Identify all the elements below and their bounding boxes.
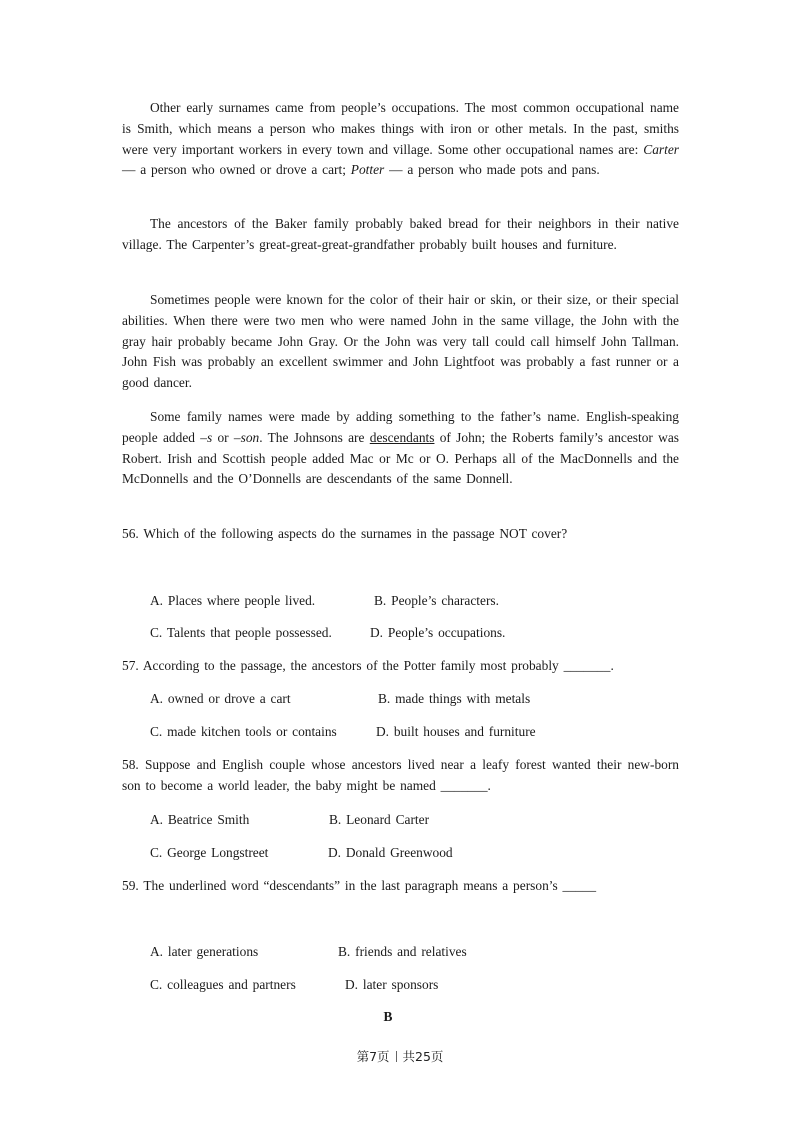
q58-option-a[interactable]: A. Beatrice Smith: [150, 812, 250, 827]
potter-term: Potter: [350, 162, 385, 178]
paragraph-fathers-name: Some family names were made by adding something to the father’s name. English-speaking people added –s or –son. The Johnsons are descendants of John; the Roberts family’s ancestor was Robert. Irish and Scottish people added Mac or Mc or O. Perhaps all of the MacDonnells and the McDonnells and the O’Donnells are descendants of the same Donnell.: [122, 409, 679, 487]
suffix-s: –s: [200, 429, 213, 445]
q58-option-b[interactable]: B. Leonard Carter: [329, 812, 430, 827]
q57-option-a[interactable]: A. owned or drove a cart: [150, 691, 291, 706]
carter-term: Carter: [643, 141, 679, 157]
page-total: 共25页: [402, 1049, 444, 1064]
q57-option-d[interactable]: D. built houses and furniture: [376, 724, 536, 739]
paragraph-occupations: Other early surnames came from people’s occupations. The most common occupational name is Smith, which means a person who makes things with iron or other metals. In the past, smiths were very important workers in every town and village. Some other occupational names are: Carter — a person who owned or drove a cart; Potter — a person who made pots and pans.: [122, 100, 679, 178]
q59-option-c[interactable]: C. colleagues and partners: [150, 977, 296, 992]
question-59: 59. The underlined word “descendants” in the last paragraph means a person’s _____: [122, 878, 597, 893]
page-number: 第7页: [356, 1049, 390, 1064]
q59-option-b[interactable]: B. friends and relatives: [338, 944, 467, 959]
q57-option-c[interactable]: C. made kitchen tools or contains: [150, 724, 337, 739]
q56-option-b[interactable]: B. People’s characters.: [374, 593, 499, 608]
question-56: 56. Which of the following aspects do the surnames in the passage NOT cover?: [122, 526, 568, 541]
footer-divider: [396, 1051, 397, 1062]
paragraph-baker: The ancestors of the Baker family probably baked bread for their neighbors in their native village. The Carpenter’s great-great-great-grandfather probably built houses and furniture.: [122, 216, 679, 252]
q56-option-a[interactable]: A. Places where people lived.: [150, 593, 316, 608]
q59-option-a[interactable]: A. later generations: [150, 944, 259, 959]
q58-option-d[interactable]: D. Donald Greenwood: [328, 845, 453, 860]
q57-option-b[interactable]: B. made things with metals: [378, 691, 531, 706]
section-label: B: [383, 1009, 393, 1024]
q58-option-c[interactable]: C. George Longstreet: [150, 845, 269, 860]
q56-option-c[interactable]: C. Talents that people possessed.: [150, 625, 332, 640]
q56-option-d[interactable]: D. People’s occupations.: [370, 625, 506, 640]
suffix-son: –son: [233, 429, 260, 445]
question-58: 58. Suppose and English couple whose ancestors lived near a leafy forest wanted their new-born son to become a world leader, the baby might be named _______.: [122, 757, 679, 793]
q59-option-d[interactable]: D. later sponsors: [345, 977, 439, 992]
paragraph-appearance: Sometimes people were known for the color of their hair or skin, or their size, or their special abilities. When there were two men who were named John in the same village, the John with the gray hair probably became John Gray. Or the John was very tall could call himself John Tallman. John Fish was probably an excellent swimmer and John Lightfoot was probably a fast runner or a good dancer.: [122, 292, 679, 391]
descendants-underlined: descendants: [369, 429, 435, 445]
page-footer: [0, 1047, 800, 1065]
question-57: 57. According to the passage, the ancestors of the Potter family most probably _______.: [122, 658, 614, 673]
